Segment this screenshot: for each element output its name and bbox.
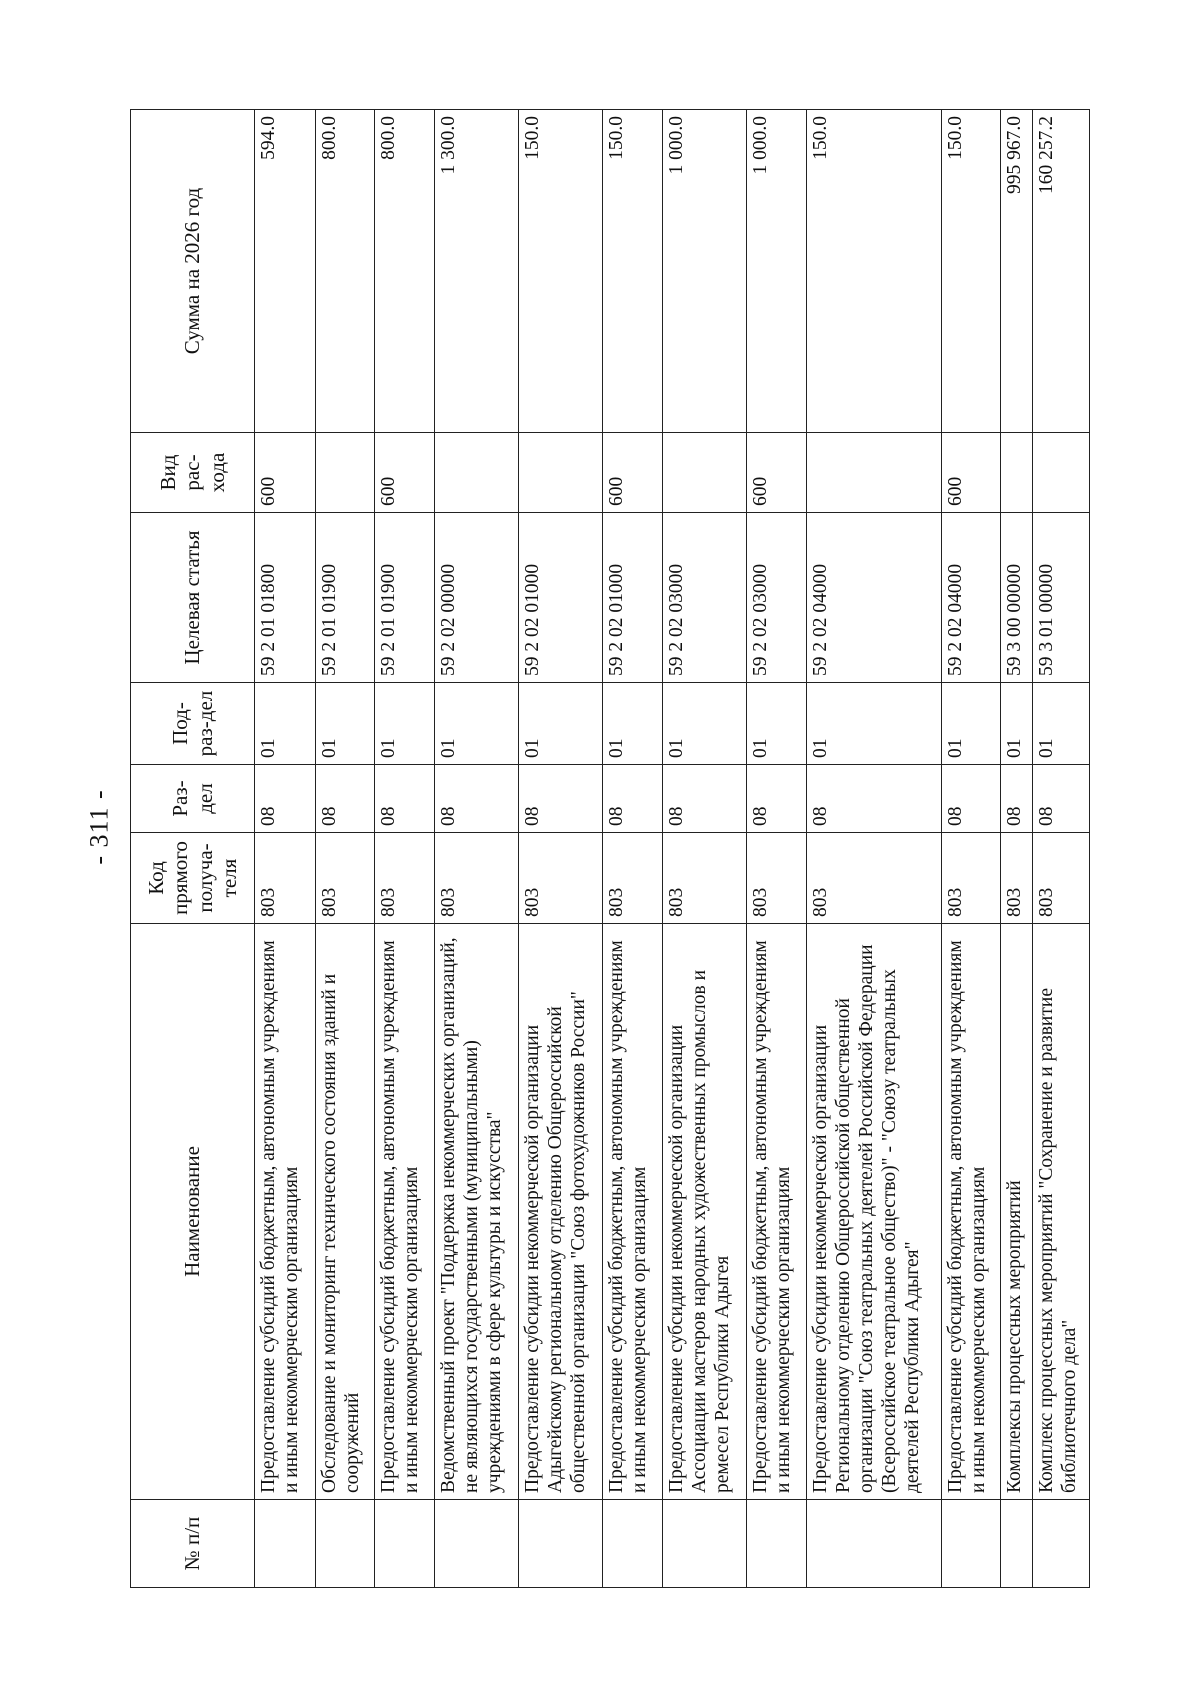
cell-code: 803 [315, 833, 374, 924]
cell-vid [315, 433, 374, 513]
cell-name: Предоставление субсидии некоммерческой организации Региональному отделению Общероссийской общественной организации "Союз театральных деятелей Российской Федерации (Всероссийское театральное общество)" - "Союзу театральных деятелей Республики Адыгея" [806, 924, 941, 1500]
table-row [255, 110, 316, 1588]
cell-podrazdel: 01 [747, 683, 806, 765]
header-celevaya: Целевая статья [131, 513, 255, 683]
header-podrazdel: Под-раз-дел [131, 683, 255, 765]
cell-podrazdel: 01 [603, 683, 662, 765]
cell-vid: 600 [747, 433, 806, 513]
cell-vid: 600 [375, 433, 434, 513]
table-row [603, 110, 662, 1588]
cell-code: 803 [255, 833, 316, 924]
cell-celevaya: 59 3 00 00000 [1001, 513, 1032, 683]
cell-code: 803 [806, 833, 941, 924]
table-row [434, 110, 518, 1588]
cell-name: Предоставление субсидий бюджетным, автономным учреждениям и иным некоммерческим организациям [255, 924, 316, 1500]
cell-podrazdel: 01 [662, 683, 746, 765]
cell-num [1001, 1500, 1032, 1588]
cell-podrazdel: 01 [941, 683, 1000, 765]
header-vid: Вид рас-хода [131, 433, 255, 513]
cell-razdel: 08 [375, 765, 434, 833]
header-razdel: Раз-дел [131, 765, 255, 833]
table-row [1001, 110, 1032, 1588]
cell-razdel: 08 [518, 765, 602, 833]
cell-num [941, 1500, 1000, 1588]
cell-razdel: 08 [315, 765, 374, 833]
cell-summa: 594.0 [255, 110, 316, 433]
budget-table [130, 109, 1090, 1588]
header-name: Наименование [131, 924, 255, 1500]
table-row [941, 110, 1000, 1588]
cell-name: Предоставление субсидий бюджетным, автономным учреждениям и иным некоммерческим организациям [747, 924, 806, 1500]
cell-summa: 1 000.0 [747, 110, 806, 433]
cell-vid [1032, 433, 1089, 513]
table-header-row [131, 110, 255, 1588]
table-row [747, 110, 806, 1588]
cell-summa: 150.0 [603, 110, 662, 433]
cell-num [255, 1500, 316, 1588]
cell-celevaya: 59 2 01 01900 [375, 513, 434, 683]
table-row [806, 110, 941, 1588]
cell-name: Предоставление субсидии некоммерческой организации Ассоциации мастеров народных художественных промыслов и ремесел Республики Адыгея [662, 924, 746, 1500]
cell-name: Комплекс процессных мероприятий "Сохранение и развитие библиотечного дела" [1032, 924, 1089, 1500]
cell-num [1032, 1500, 1089, 1588]
cell-razdel: 08 [434, 765, 518, 833]
cell-podrazdel: 01 [315, 683, 374, 765]
cell-podrazdel: 01 [806, 683, 941, 765]
cell-razdel: 08 [603, 765, 662, 833]
cell-podrazdel: 01 [255, 683, 316, 765]
cell-name: Ведомственный проект "Поддержка некоммерческих организаций, не являющихся государственными (муниципальными) учреждениями в сфере культуры и искусства" [434, 924, 518, 1500]
cell-podrazdel: 01 [375, 683, 434, 765]
page-number: - 311 - [84, 789, 114, 865]
cell-num [747, 1500, 806, 1588]
cell-code: 803 [603, 833, 662, 924]
cell-vid [434, 433, 518, 513]
cell-celevaya: 59 2 02 01000 [518, 513, 602, 683]
cell-vid: 600 [941, 433, 1000, 513]
cell-summa: 1 000.0 [662, 110, 746, 433]
cell-podrazdel: 01 [434, 683, 518, 765]
header-summa: Сумма на 2026 год [131, 110, 255, 433]
cell-podrazdel: 01 [1032, 683, 1089, 765]
cell-code: 803 [1001, 833, 1032, 924]
cell-podrazdel: 01 [1001, 683, 1032, 765]
cell-num [375, 1500, 434, 1588]
cell-summa: 995 967.0 [1001, 110, 1032, 433]
cell-summa: 150.0 [941, 110, 1000, 433]
cell-summa: 160 257.2 [1032, 110, 1089, 433]
cell-celevaya: 59 2 02 04000 [941, 513, 1000, 683]
cell-summa: 150.0 [806, 110, 941, 433]
cell-razdel: 08 [806, 765, 941, 833]
table-row [518, 110, 602, 1588]
table-row [315, 110, 374, 1588]
cell-vid: 600 [255, 433, 316, 513]
header-code: Код прямого получа-теля [131, 833, 255, 924]
cell-summa: 800.0 [375, 110, 434, 433]
cell-celevaya: 59 2 02 01000 [603, 513, 662, 683]
cell-celevaya: 59 3 01 00000 [1032, 513, 1089, 683]
cell-podrazdel: 01 [518, 683, 602, 765]
cell-summa: 1 300.0 [434, 110, 518, 433]
cell-razdel: 08 [941, 765, 1000, 833]
cell-celevaya: 59 2 01 01900 [315, 513, 374, 683]
cell-num [662, 1500, 746, 1588]
cell-summa: 800.0 [315, 110, 374, 433]
cell-num [603, 1500, 662, 1588]
cell-num [518, 1500, 602, 1588]
cell-name: Предоставление субсидий бюджетным, автономным учреждениям и иным некоммерческим организациям [375, 924, 434, 1500]
cell-vid [806, 433, 941, 513]
rotated-page-content [130, 110, 1090, 1588]
table-row [375, 110, 434, 1588]
cell-num [806, 1500, 941, 1588]
cell-name: Комплексы процессных мероприятий [1001, 924, 1032, 1500]
cell-celevaya: 59 2 01 01800 [255, 513, 316, 683]
cell-vid [662, 433, 746, 513]
cell-razdel: 08 [747, 765, 806, 833]
cell-razdel: 08 [255, 765, 316, 833]
cell-code: 803 [747, 833, 806, 924]
cell-code: 803 [434, 833, 518, 924]
cell-vid: 600 [603, 433, 662, 513]
cell-celevaya: 59 2 02 03000 [747, 513, 806, 683]
cell-celevaya: 59 2 02 03000 [662, 513, 746, 683]
cell-num [434, 1500, 518, 1588]
cell-code: 803 [941, 833, 1000, 924]
cell-name: Предоставление субсидий бюджетным, автономным учреждениям и иным некоммерческим организациям [603, 924, 662, 1500]
cell-name: Предоставление субсидии некоммерческой организации Адыгейскому региональному отделению Общероссийской общественной организации "Союз фотохудожников России" [518, 924, 602, 1500]
cell-celevaya: 59 2 02 00000 [434, 513, 518, 683]
header-num: № п/п [131, 1500, 255, 1588]
cell-celevaya: 59 2 02 04000 [806, 513, 941, 683]
cell-vid [518, 433, 602, 513]
cell-name: Обследование и мониторинг технического состояния зданий и сооружений [315, 924, 374, 1500]
cell-razdel: 08 [1032, 765, 1089, 833]
cell-num [315, 1500, 374, 1588]
cell-code: 803 [662, 833, 746, 924]
cell-name: Предоставление субсидий бюджетным, автономным учреждениям и иным некоммерческим организациям [941, 924, 1000, 1500]
cell-razdel: 08 [1001, 765, 1032, 833]
cell-razdel: 08 [662, 765, 746, 833]
cell-code: 803 [518, 833, 602, 924]
cell-summa: 150.0 [518, 110, 602, 433]
cell-vid [1001, 433, 1032, 513]
table-row [1032, 110, 1089, 1588]
table-row [662, 110, 746, 1588]
cell-code: 803 [375, 833, 434, 924]
cell-code: 803 [1032, 833, 1089, 924]
